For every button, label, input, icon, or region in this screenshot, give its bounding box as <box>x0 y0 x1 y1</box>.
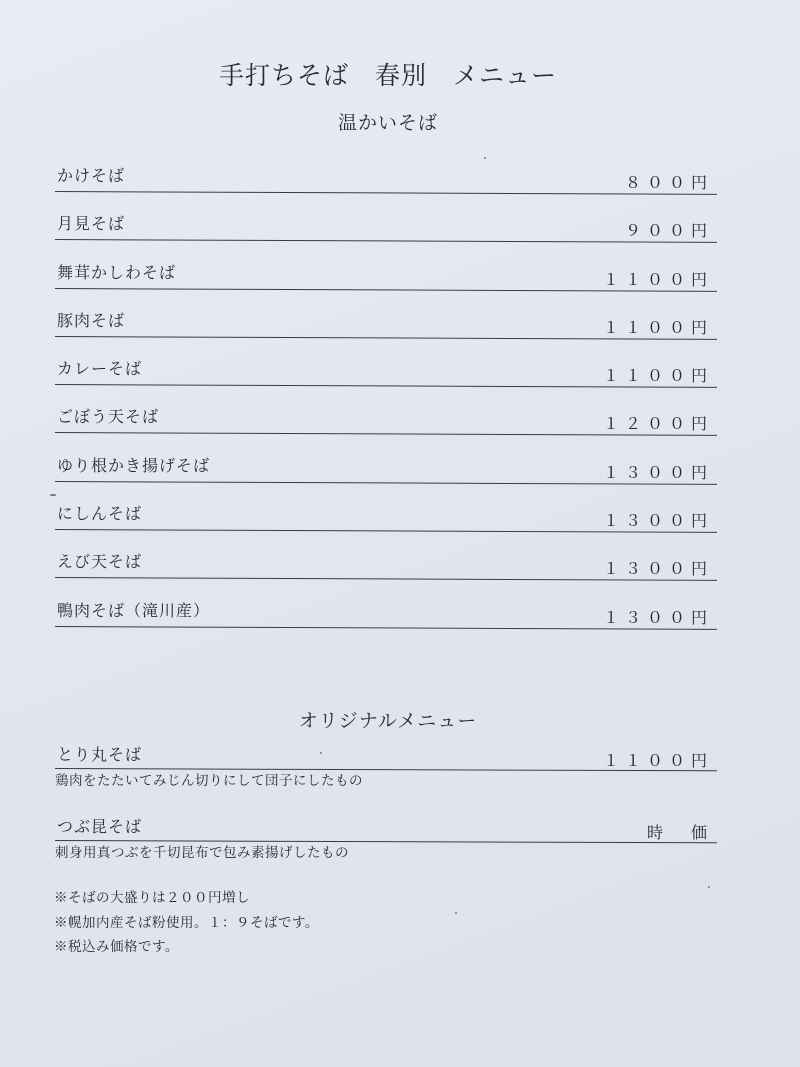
menu-row <box>55 208 717 256</box>
item-description: 刺身用真つぶを千切昆布で包み素揚げしたもの <box>55 845 349 861</box>
paper-speck <box>455 912 457 914</box>
paper-speck <box>320 752 322 754</box>
footnote: ※そばの大盛りは２００円増し <box>54 890 250 906</box>
original-menu-list <box>55 742 717 886</box>
footnote: ※税込み価格です。 <box>54 939 179 955</box>
item-price: １１００円 <box>602 366 713 386</box>
footnote: ※幌加内産そば粉使用。１：９そばです。 <box>54 914 319 931</box>
item-price: １３００円 <box>602 511 713 531</box>
row-rule <box>55 239 717 243</box>
item-name: 月見そば <box>57 214 126 234</box>
warm-soba-list <box>55 160 717 643</box>
item-price: ８００円 <box>624 173 713 192</box>
row-rule <box>55 191 717 195</box>
menu-row <box>55 595 717 643</box>
item-description: 鶏肉をたたいてみじん切りにして団子にしたもの <box>55 773 363 789</box>
original-menu-item <box>55 814 717 886</box>
menu-title: 手打ちそば 春別 メニュー <box>218 61 557 90</box>
item-price: 時 価 <box>646 823 713 842</box>
item-name: にしんそば <box>57 504 143 524</box>
menu-row <box>55 305 717 353</box>
original-menu-heading: オリジナルメニュー <box>298 710 478 732</box>
item-name: かけそば <box>57 166 126 185</box>
item-name: 舞茸かしわそば <box>57 262 177 282</box>
original-menu-item <box>55 742 717 814</box>
item-price: １２００円 <box>602 414 713 434</box>
menu-row <box>55 257 717 305</box>
item-name: えび天そば <box>57 552 143 572</box>
item-name: 鴨肉そば（滝川産） <box>57 600 211 620</box>
menu-row <box>55 160 717 208</box>
menu-row <box>55 498 717 546</box>
menu-row <box>55 401 717 449</box>
item-price: １１００円 <box>602 269 713 289</box>
item-price: １１００円 <box>602 317 713 337</box>
item-name: とり丸そば <box>57 745 143 764</box>
item-price: １３００円 <box>602 607 713 627</box>
item-name: つぶ昆そば <box>57 817 143 836</box>
item-name: ごぼう天そば <box>57 407 160 427</box>
menu-row <box>55 546 717 594</box>
menu-row <box>55 353 717 401</box>
item-price: １１００円 <box>602 751 713 770</box>
paper-speck <box>50 494 56 496</box>
item-price: １３００円 <box>602 559 713 579</box>
item-name: ゆり根かき揚げそば <box>57 455 211 475</box>
paper-speck <box>484 157 486 159</box>
menu-row <box>55 450 717 498</box>
item-name: 豚肉そば <box>57 310 126 330</box>
paper-speck <box>708 886 710 888</box>
footnotes <box>54 886 319 960</box>
item-name: カレーそば <box>57 359 143 379</box>
item-price: １３００円 <box>602 462 713 482</box>
item-price: ９００円 <box>624 221 713 241</box>
warm-soba-heading: 温かいそば <box>337 112 438 134</box>
